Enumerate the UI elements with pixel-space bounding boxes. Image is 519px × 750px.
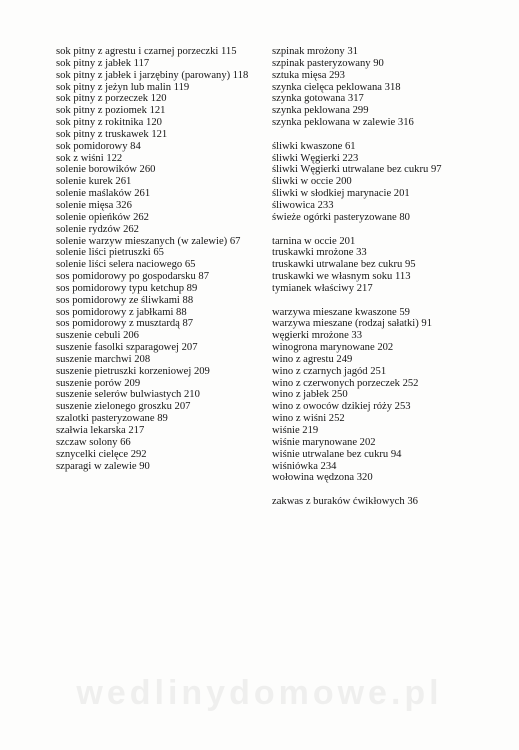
index-entry: wiśniówka 234 (272, 460, 337, 472)
index-entry: sznycelki cielęce 292 (56, 448, 147, 460)
watermark: wedlinydomowe.pl (76, 673, 443, 712)
index-entry: szynka cielęca peklowana 318 (272, 81, 401, 93)
index-entry: sok pitny z rokitnika 120 (56, 117, 162, 129)
index-entry: warzywa mieszane kwaszone 59 (272, 306, 410, 318)
index-entry: sok z wiśni 122 (56, 152, 123, 164)
index-entry: tymianek właściwy 217 (272, 282, 373, 294)
index-entry: śliwki w occie 200 (272, 176, 352, 188)
index-entry: solenie liści selera naciowego 65 (56, 259, 196, 271)
index-entry: śliwki Węgierki 223 (272, 152, 359, 164)
index-entry: sok pitny z jeżyn lub malin 119 (56, 81, 190, 93)
index-entry: sos pomidorowy z musztardą 87 (56, 318, 194, 330)
index-entry: sok pitny z poziomek 121 (56, 105, 166, 117)
index-entry: solenie kurek 261 (56, 176, 132, 188)
index-entry: szpinak mrożony 31 (272, 46, 358, 57)
index-entry: sos pomidorowy z jabłkami 88 (56, 306, 187, 318)
index-entry: suszenie zielonego groszku 207 (56, 401, 191, 413)
index-entry: solenie rydzów 262 (56, 223, 139, 235)
index-entry: solenie liści pietruszki 65 (56, 247, 164, 259)
index-entry: szparagi w zalewie 90 (56, 460, 150, 472)
index-entry: śliwki w słodkiej marynacie 201 (272, 188, 410, 200)
index-entry: szynka peklowana 299 (272, 105, 369, 117)
index-entry: wino z wiśni 252 (272, 413, 345, 425)
index-entry: sok pitny z truskawek 121 (56, 128, 168, 140)
index-entry: sok pitny z agrestu i czarnej porzeczki 115 (56, 46, 237, 57)
index-entry: wino z czarnych jagód 251 (272, 365, 387, 377)
index-entry: sok pitny z jabłek i jarzębiny (parowany) 118 (56, 69, 249, 81)
index-entry: suszenie pietruszki korzeniowej 209 (56, 365, 210, 377)
index-entry: suszenie cebuli 206 (56, 330, 139, 342)
index-entry: sok pomidorowy 84 (56, 140, 141, 152)
index-entry: wiśnie utrwalane bez cukru 94 (272, 448, 402, 460)
index-entry: truskawki we własnym soku 113 (272, 271, 411, 283)
index-entry: truskawki utrwalane bez cukru 95 (272, 259, 416, 271)
index-entry: zakwas z buraków ćwikłowych 36 (272, 496, 418, 508)
index-entry: solenie opieńków 262 (56, 211, 149, 223)
index-entry: szynka peklowana w zalewie 316 (272, 117, 414, 129)
index-entry: sos pomidorowy ze śliwkami 88 (56, 294, 194, 306)
index-entry: tarnina w occie 201 (272, 235, 356, 247)
index-entry: suszenie selerów bulwiastych 210 (56, 389, 200, 401)
index-entry: szczaw solony 66 (56, 436, 131, 448)
index-entry: śliwowica 233 (272, 199, 334, 211)
index-entry: sos pomidorowy po gospodarsku 87 (56, 271, 210, 283)
index-entry: suszenie porów 209 (56, 377, 141, 389)
index-entry: wiśnie 219 (272, 425, 319, 436)
index-entry: węgierki mrożone 33 (272, 330, 363, 342)
index-entry: solenie warzyw mieszanych (w zalewie) 67 (56, 235, 241, 247)
index-letter-gap (272, 295, 472, 307)
index-letter-gap (272, 484, 472, 496)
index-entry: śliwki kwaszone 61 (272, 140, 356, 152)
index-entry: sztuka mięsa 293 (272, 69, 345, 81)
index-entry: szałwia lekarska 217 (56, 425, 145, 436)
index-entry: śliwki Węgierki utrwalane bez cukru 97 (272, 164, 442, 176)
index-entry: wino z czerwonych porzeczek 252 (272, 377, 419, 389)
index-entry: solenie borowików 260 (56, 164, 156, 176)
index-letter-gap (272, 129, 472, 141)
index-entry: solenie maślaków 261 (56, 188, 151, 200)
index-column-left (56, 46, 257, 472)
index-letter-gap (272, 224, 472, 236)
index-entry: świeże ogórki pasteryzowane 80 (272, 211, 410, 223)
index-entry: szalotki pasteryzowane 89 (56, 413, 168, 425)
index-entry: wiśnie marynowane 202 (272, 436, 376, 448)
index-entry: wino z jabłek 250 (272, 389, 348, 401)
index-entry: sos pomidorowy typu ketchup 89 (56, 282, 198, 294)
index-entry: sok pitny z porzeczek 120 (56, 93, 167, 105)
index-entry: wino z agrestu 249 (272, 353, 353, 365)
index-entry: wino z owoców dzikiej róży 253 (272, 401, 411, 413)
index-entry: suszenie marchwi 208 (56, 353, 151, 365)
index-entry: winogrona marynowane 202 (272, 342, 394, 354)
index-entry: szpinak pasteryzowany 90 (272, 57, 384, 69)
index-entry: szynka gotowana 317 (272, 93, 364, 105)
index-entry: truskawki mrożone 33 (272, 247, 367, 259)
index-entry: suszenie fasolki szparagowej 207 (56, 342, 198, 354)
index-entry: sok pitny z jabłek 117 (56, 57, 150, 69)
index-column-right (272, 46, 472, 508)
index-entry: solenie mięsa 326 (56, 199, 132, 211)
index-entry: warzywa mieszane (rodzaj sałatki) 91 (272, 318, 433, 330)
index-entry: wołowina wędzona 320 (272, 472, 373, 484)
